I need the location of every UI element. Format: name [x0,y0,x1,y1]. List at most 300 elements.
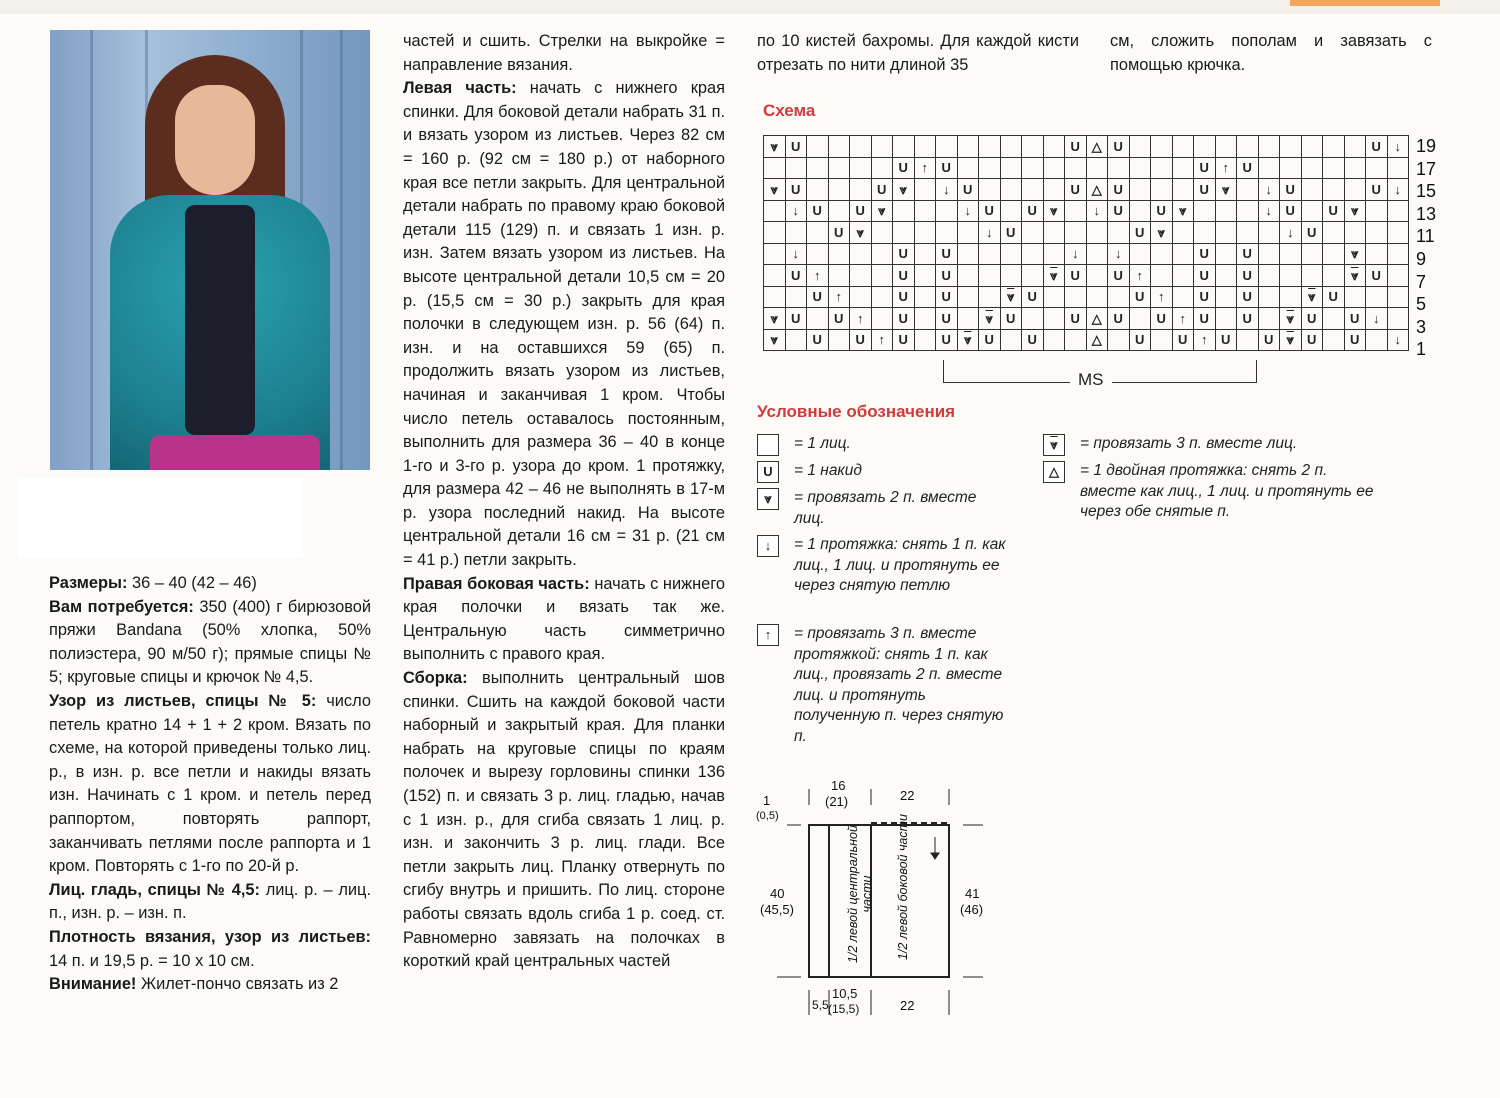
chart-cell [1237,136,1259,158]
legend-item [1043,434,1383,455]
chart-cell [1151,329,1173,351]
chart-cell: ⩔ [764,308,786,330]
chart-cell: ⩔ [957,329,979,351]
chart-cell: U [807,200,829,222]
chart-cell [871,136,893,158]
chart-cell [1129,200,1151,222]
chart-cell [1344,179,1366,201]
chart-cell [1323,157,1345,179]
chart-cell [914,179,936,201]
chart-cell [828,179,850,201]
chart-cell [1301,243,1323,265]
chart-cell [957,157,979,179]
chart-cell [979,243,1001,265]
chart-row [764,265,1409,287]
chart-cell [785,329,807,351]
chart-cell [1043,329,1065,351]
row-number: 19 [1416,136,1437,156]
chart-cell: U [1344,329,1366,351]
chart-cell: U [893,243,915,265]
assembly-label: Сборка: [403,669,468,688]
chart-cell: ↓ [957,200,979,222]
legend-symbol: ⩔ [757,488,779,510]
chart-cell: U [1065,136,1087,158]
chart-cell: ↑ [807,265,829,287]
dim-40b: (45,5) [760,902,794,917]
chart-cell: U [1194,286,1216,308]
chart-cell [1022,179,1044,201]
chart-cell [1129,136,1151,158]
chart-cell [1065,222,1087,244]
chart-cell: ⩔ [1151,222,1173,244]
chart-cell: U [1237,243,1259,265]
sizes-label: Размеры: [49,574,128,592]
left-value: начать с нижнего края спинки. Для боковой детали набрать 31 п. и вязать узором из листьев. Через 82 см = 160 р. (92 см = 180 р.) от наборного края все петли закрыть. Для центральной детали набрать по правому краю боковой детали 115 (129) п. и связать 1 изн. р. изн. Затем вязать узором из листьев. На высоте центральной детали 10,5 см = 20 р. (15,5 см = 30 р.) закрыть для края полочки в следующем изн. р. 56 (64) п. изн. и на оставшихся 59 (65) п. продолжить вязать узором из листьев, начиная и заканчивая 1 кром. Чтобы число петель оставалось постоянным, выполнить для размера 36 – 40 в конце 1-го и 3-го р. узора до кром. 1 протяжку, для размера 42 – 46 не выполнять в 17-м р. узора последний накид. На высоте центральной детали 16 см = 31 р. (21 см = 41 р.) петли закрыть. [403,79,725,570]
chart-cell [828,157,850,179]
chart-cell [914,286,936,308]
blank-box [18,478,303,558]
chart-cell: U [1301,329,1323,351]
chart-cell [764,200,786,222]
chart-cell: ↑ [1172,308,1194,330]
chart-cell [1258,308,1280,330]
chart-cell [1022,265,1044,287]
chart-cell [1129,157,1151,179]
dim-40: 40 [770,886,785,901]
chart-cell: U [1000,308,1022,330]
chart-cell [1108,329,1130,351]
chart-cell: U [893,265,915,287]
chart-cell [914,243,936,265]
chart-cell: U [1301,308,1323,330]
chart-cell [1387,286,1409,308]
chart-cell [979,157,1001,179]
chart-cell [1366,329,1388,351]
chart-row [764,329,1409,351]
chart-cell: U [1022,200,1044,222]
chart-cell: ↑ [850,308,872,330]
chart-cell [1065,200,1087,222]
chart-cell [1215,200,1237,222]
chart-cell [1194,136,1216,158]
column-4 [1110,30,1432,77]
chart-cell: U [1194,308,1216,330]
chart-cell: U [1215,329,1237,351]
chart-cell: U [979,329,1001,351]
chart-cell: U [1301,222,1323,244]
chart-cell [914,308,936,330]
chart-cell [1215,308,1237,330]
legend-symbol: U [757,461,779,483]
chart-cell [871,265,893,287]
chart-cell [871,157,893,179]
chart-cell: U [1258,329,1280,351]
chart-cell [1000,136,1022,158]
stock-label: Лиц. гладь, спицы № 4,5: [49,880,260,899]
chart-cell: ↑ [914,157,936,179]
legend-symbol [757,434,779,456]
schema-title: Схема [763,101,816,120]
chart-cell: U [1366,136,1388,158]
chart-cell [764,286,786,308]
assembly-value: выполнить центральный шов спинки. Сшить на каждой боковой части наборный и закрытый края. Для планки набрать на круговые спицы по краям полочек и вырезу горловины спинки 136 (152) п. и связать 3 р. лиц. гладью, начав с 1 изн. р., для сгиба связать 1 лиц. р. изн. и закончить 3 р. лиц. глади. Все петли закрыть лиц. Планку отвернуть по сгибу внутрь и пришить. По лиц. стороне работы связать вдоль сгиба 1 р. соед. ст. Равномерно завязать на полочках в короткий край центральных частей [403,669,725,971]
legend-text: = провязать 3 п. вместе протяжкой: снять 1 п. как лиц., провязать 2 п. вместе лиц. и протянуть полученную п. через снятую п. [794,625,1004,745]
chart-cell [1258,157,1280,179]
chart-cell: △ [1086,329,1108,351]
chart-cell: U [1194,179,1216,201]
legend-text: = провязать 2 п. вместе лиц. [794,489,977,527]
chart-cell [1172,179,1194,201]
chart-cell [914,136,936,158]
chart-cell: ↓ [1108,243,1130,265]
right-label: Правая боковая часть: [403,574,590,593]
chart-cell [1215,286,1237,308]
chart-cell [1301,265,1323,287]
chart-cell [807,157,829,179]
chart-cell: U [1323,200,1345,222]
chart-cell [979,136,1001,158]
chart-cell [1022,157,1044,179]
chart-cell: U [936,329,958,351]
need-value: 350 (400) г бирюзовой пряжи Bandana (50% хлопка, 50% полиэстера, 90 м/50 г); прямые спицы № 5; круговые спицы и крючок № 4,5. [49,597,372,687]
legend-item [757,535,1007,597]
legend-text: = 1 двойная протяжка: снять 2 п. вместе как лиц., 1 лиц. и протянуть ее через обе снятые п. [1080,462,1374,520]
chart-cell [807,243,829,265]
dim-55: 5,5 [812,998,829,1012]
chart-cell [1043,157,1065,179]
legend-text: = 1 лиц. [794,435,851,452]
chart-cell [1301,157,1323,179]
dim-16: 16 [831,778,846,793]
chart-cell [979,179,1001,201]
chart-cell [785,222,807,244]
chart-cell [936,200,958,222]
chart-cell [1387,243,1409,265]
sizes-value: 36 – 40 (42 – 46) [127,574,257,592]
chart-cell: U [1194,157,1216,179]
chart-cell [850,179,872,201]
chart-cell [1258,222,1280,244]
chart-cell [1280,286,1302,308]
chart-cell: U [1022,286,1044,308]
chart-cell [1237,222,1259,244]
right-value: начать с нижнего края полочки и вязать так же. Центральную часть симметрично выполнить с правого края. [403,574,726,664]
chart-cell [764,157,786,179]
chart-cell [979,265,1001,287]
chart-cell [828,265,850,287]
chart-cell: U [893,286,915,308]
chart-row [764,243,1409,265]
dim-22-top: 22 [900,788,915,803]
chart-cell: U [936,308,958,330]
chart-cell: U [979,200,1001,222]
chart-cell [979,286,1001,308]
leaf-value: число петель кратно 14 + 1 + 2 кром. Вязать по схеме, на которой приведены только лиц. р., в изн. р. все петли и накиды вязать изн. Начинать с 1 кром. и петель перед раппортом, повторять раппорт, заканчивать петлями после раппорта и 1 кром. Повторять с 1-го по 20-й р. [49,691,371,876]
legend-symbol: △ [1043,461,1065,483]
chart-cell [957,265,979,287]
chart-cell [1366,286,1388,308]
chart-cell [936,222,958,244]
dim-1b: (0,5) [756,810,779,822]
attention-value: Жилет-пончо связать из 2 [136,975,339,994]
legend-item [757,488,987,529]
chart-cell [1172,243,1194,265]
center-part-label: 1/2 левой центральной части [846,825,874,963]
chart-cell: ⩔ [979,308,1001,330]
chart-cell: ⩔ [850,222,872,244]
chart-cell: U [1366,265,1388,287]
chart-cell: U [1237,286,1259,308]
chart-cell [1194,222,1216,244]
chart-cell [1129,243,1151,265]
chart-cell: U [957,179,979,201]
chart-cell [1215,265,1237,287]
chart-cell [1151,157,1173,179]
chart-cell: U [785,136,807,158]
dim-41b: (46) [960,902,984,917]
chart-cell [764,243,786,265]
chart-cell [1065,329,1087,351]
chart-cell [914,329,936,351]
chart-cell: U [1344,308,1366,330]
chart-cell: U [1280,200,1302,222]
chart-cell [1215,136,1237,158]
chart-cell: ⩔ [1000,286,1022,308]
row-number: 5 [1416,294,1427,315]
chart-cell: ⩔ [1043,265,1065,287]
legend-item [757,434,987,455]
chart-cell: ↑ [1151,286,1173,308]
chart-cell [1086,243,1108,265]
chart-cell [1387,157,1409,179]
chart-cell: U [893,329,915,351]
stock-value: лиц. р. – лиц. п., изн. р. – изн. п. [49,880,371,923]
chart-cell: ↓ [936,179,958,201]
chart-cell: ↑ [871,329,893,351]
chart-row [764,157,1409,179]
chart-cell: ⩔ [1043,200,1065,222]
chart-row [764,286,1409,308]
legend-text: = провязать 3 п. вместе лиц. [1080,435,1298,452]
side-part-label: 1/2 левой боковой части [896,814,910,960]
chart-cell [1366,243,1388,265]
chart-cell [1172,286,1194,308]
chart-cell [1194,200,1216,222]
chart-cell: U [1323,286,1345,308]
chart-cell [1258,243,1280,265]
chart-cell: U [785,179,807,201]
chart-cell [1323,136,1345,158]
row-number: 15 [1416,181,1437,202]
column-1 [49,572,371,997]
chart-cell [1280,243,1302,265]
chart-cell [1043,222,1065,244]
chart-cell: U [893,308,915,330]
chart-cell [785,286,807,308]
chart-cell: U [1194,243,1216,265]
chart-cell [1000,329,1022,351]
chart-cell [957,243,979,265]
chart-cell: ⩔ [1344,265,1366,287]
row-number: 11 [1416,226,1435,247]
chart-cell [957,308,979,330]
chart-cell [893,200,915,222]
knitting-chart [763,135,1409,351]
chart-cell [914,265,936,287]
chart-cell [1344,222,1366,244]
density-label: Плотность вязания, узор из листьев: [49,927,371,946]
chart-cell: U [807,329,829,351]
chart-cell [957,286,979,308]
chart-cell: △ [1086,179,1108,201]
chart-cell [1344,286,1366,308]
chart-cell [1323,179,1345,201]
chart-cell [1323,308,1345,330]
chart-cell [850,265,872,287]
chart-cell [807,179,829,201]
chart-cell: U [1065,265,1087,287]
chart-row [764,136,1409,158]
chart-cell: U [1108,179,1130,201]
chart-cell: ↑ [1194,329,1216,351]
attention-label: Внимание! [49,975,137,994]
chart-cell [893,222,915,244]
chart-cell [1237,329,1259,351]
chart-cell [1086,222,1108,244]
chart-cell [1129,308,1151,330]
chart-cell [1000,157,1022,179]
chart-cell [1280,157,1302,179]
chart-cell: U [936,243,958,265]
chart-cell [914,222,936,244]
chart-cell [1000,200,1022,222]
chart-cell [764,222,786,244]
chart-cell [1301,179,1323,201]
chart-cell [1344,157,1366,179]
chart-cell [871,308,893,330]
ms-label: MS [1070,370,1112,390]
chart-cell [807,222,829,244]
chart-cell [1172,136,1194,158]
chart-cell: ⩔ [1344,200,1366,222]
chart-cell [850,243,872,265]
legend-symbol: ⩔ [1043,434,1065,456]
chart-cell [1301,200,1323,222]
chart-cell [1387,200,1409,222]
chart-cell: U [785,308,807,330]
chart-cell [1172,157,1194,179]
chart-cell [785,157,807,179]
chart-cell: U [1151,308,1173,330]
chart-cell: ⩔ [1280,329,1302,351]
chart-cell [1387,265,1409,287]
need-label: Вам потребуется: [49,597,194,616]
legend-text: = 1 накид [794,462,862,479]
chart-cell: ⩔ [764,136,786,158]
row-number: 7 [1416,271,1427,292]
chart-cell [1323,329,1345,351]
chart-cell: ↓ [979,222,1001,244]
chart-cell: U [850,329,872,351]
chart-cell [1086,265,1108,287]
chart-cell [1258,265,1280,287]
chart-cell [1043,308,1065,330]
chart-cell: U [828,308,850,330]
chart-cell: ⩔ [871,200,893,222]
chart-cell: ↓ [1387,329,1409,351]
chart-cell [828,243,850,265]
chart-cell [1172,265,1194,287]
chart-cell [807,308,829,330]
chart-cell: U [936,286,958,308]
chart-cell [1043,286,1065,308]
chart-cell: U [1022,329,1044,351]
chart-cell: ↓ [1366,308,1388,330]
chart-cell [1000,265,1022,287]
chart-cell: U [1065,179,1087,201]
chart-cell [1280,265,1302,287]
chart-cell [828,200,850,222]
row-numbers [1416,135,1446,361]
chart-cell [1387,308,1409,330]
chart-cell: U [1151,200,1173,222]
chart-cell: ↓ [1086,200,1108,222]
chart-cell [1108,222,1130,244]
chart-cell [936,136,958,158]
chart-row [764,179,1409,201]
chart-cell: ⩔ [764,329,786,351]
chart-cell [1258,136,1280,158]
chart-cell [1108,286,1130,308]
chart-cell: U [1129,286,1151,308]
chart-cell [1000,243,1022,265]
chart-cell: ⩔ [1215,179,1237,201]
chart-cell [871,222,893,244]
chart-cell: U [1280,179,1302,201]
chart-cell [1000,179,1022,201]
legend-title: Условные обозначения [757,402,956,421]
chart-cell [850,136,872,158]
dim-1: 1 [763,793,771,808]
chart-cell [1237,179,1259,201]
top-accent [1290,0,1440,6]
chart-cell: ↓ [1258,179,1280,201]
chart-cell: U [1108,136,1130,158]
left-label: Левая часть: [403,79,517,98]
dim-22-bottom: 22 [900,998,915,1013]
chart-cell [1172,222,1194,244]
chart-cell [1344,136,1366,158]
chart-cell [957,136,979,158]
legend-text: = 1 протяжка: снять 1 п. как лиц., 1 лиц. и протянуть ее через снятую петлю [794,536,1006,594]
chart-cell: U [828,222,850,244]
dim-155: (15,5) [828,1002,860,1016]
row-number: 1 [1416,339,1427,360]
chart-cell [1043,243,1065,265]
legend-item [757,624,1007,747]
chart-cell [1065,286,1087,308]
chart-cell: U [1129,329,1151,351]
chart-cell: ⩔ [764,179,786,201]
chart-cell: U [1129,222,1151,244]
legend-item [1043,461,1383,523]
model-photo [50,30,370,470]
chart-cell: U [785,265,807,287]
chart-cell [764,265,786,287]
chart-cell [1215,222,1237,244]
chart-cell [807,136,829,158]
column-2 [403,30,725,974]
